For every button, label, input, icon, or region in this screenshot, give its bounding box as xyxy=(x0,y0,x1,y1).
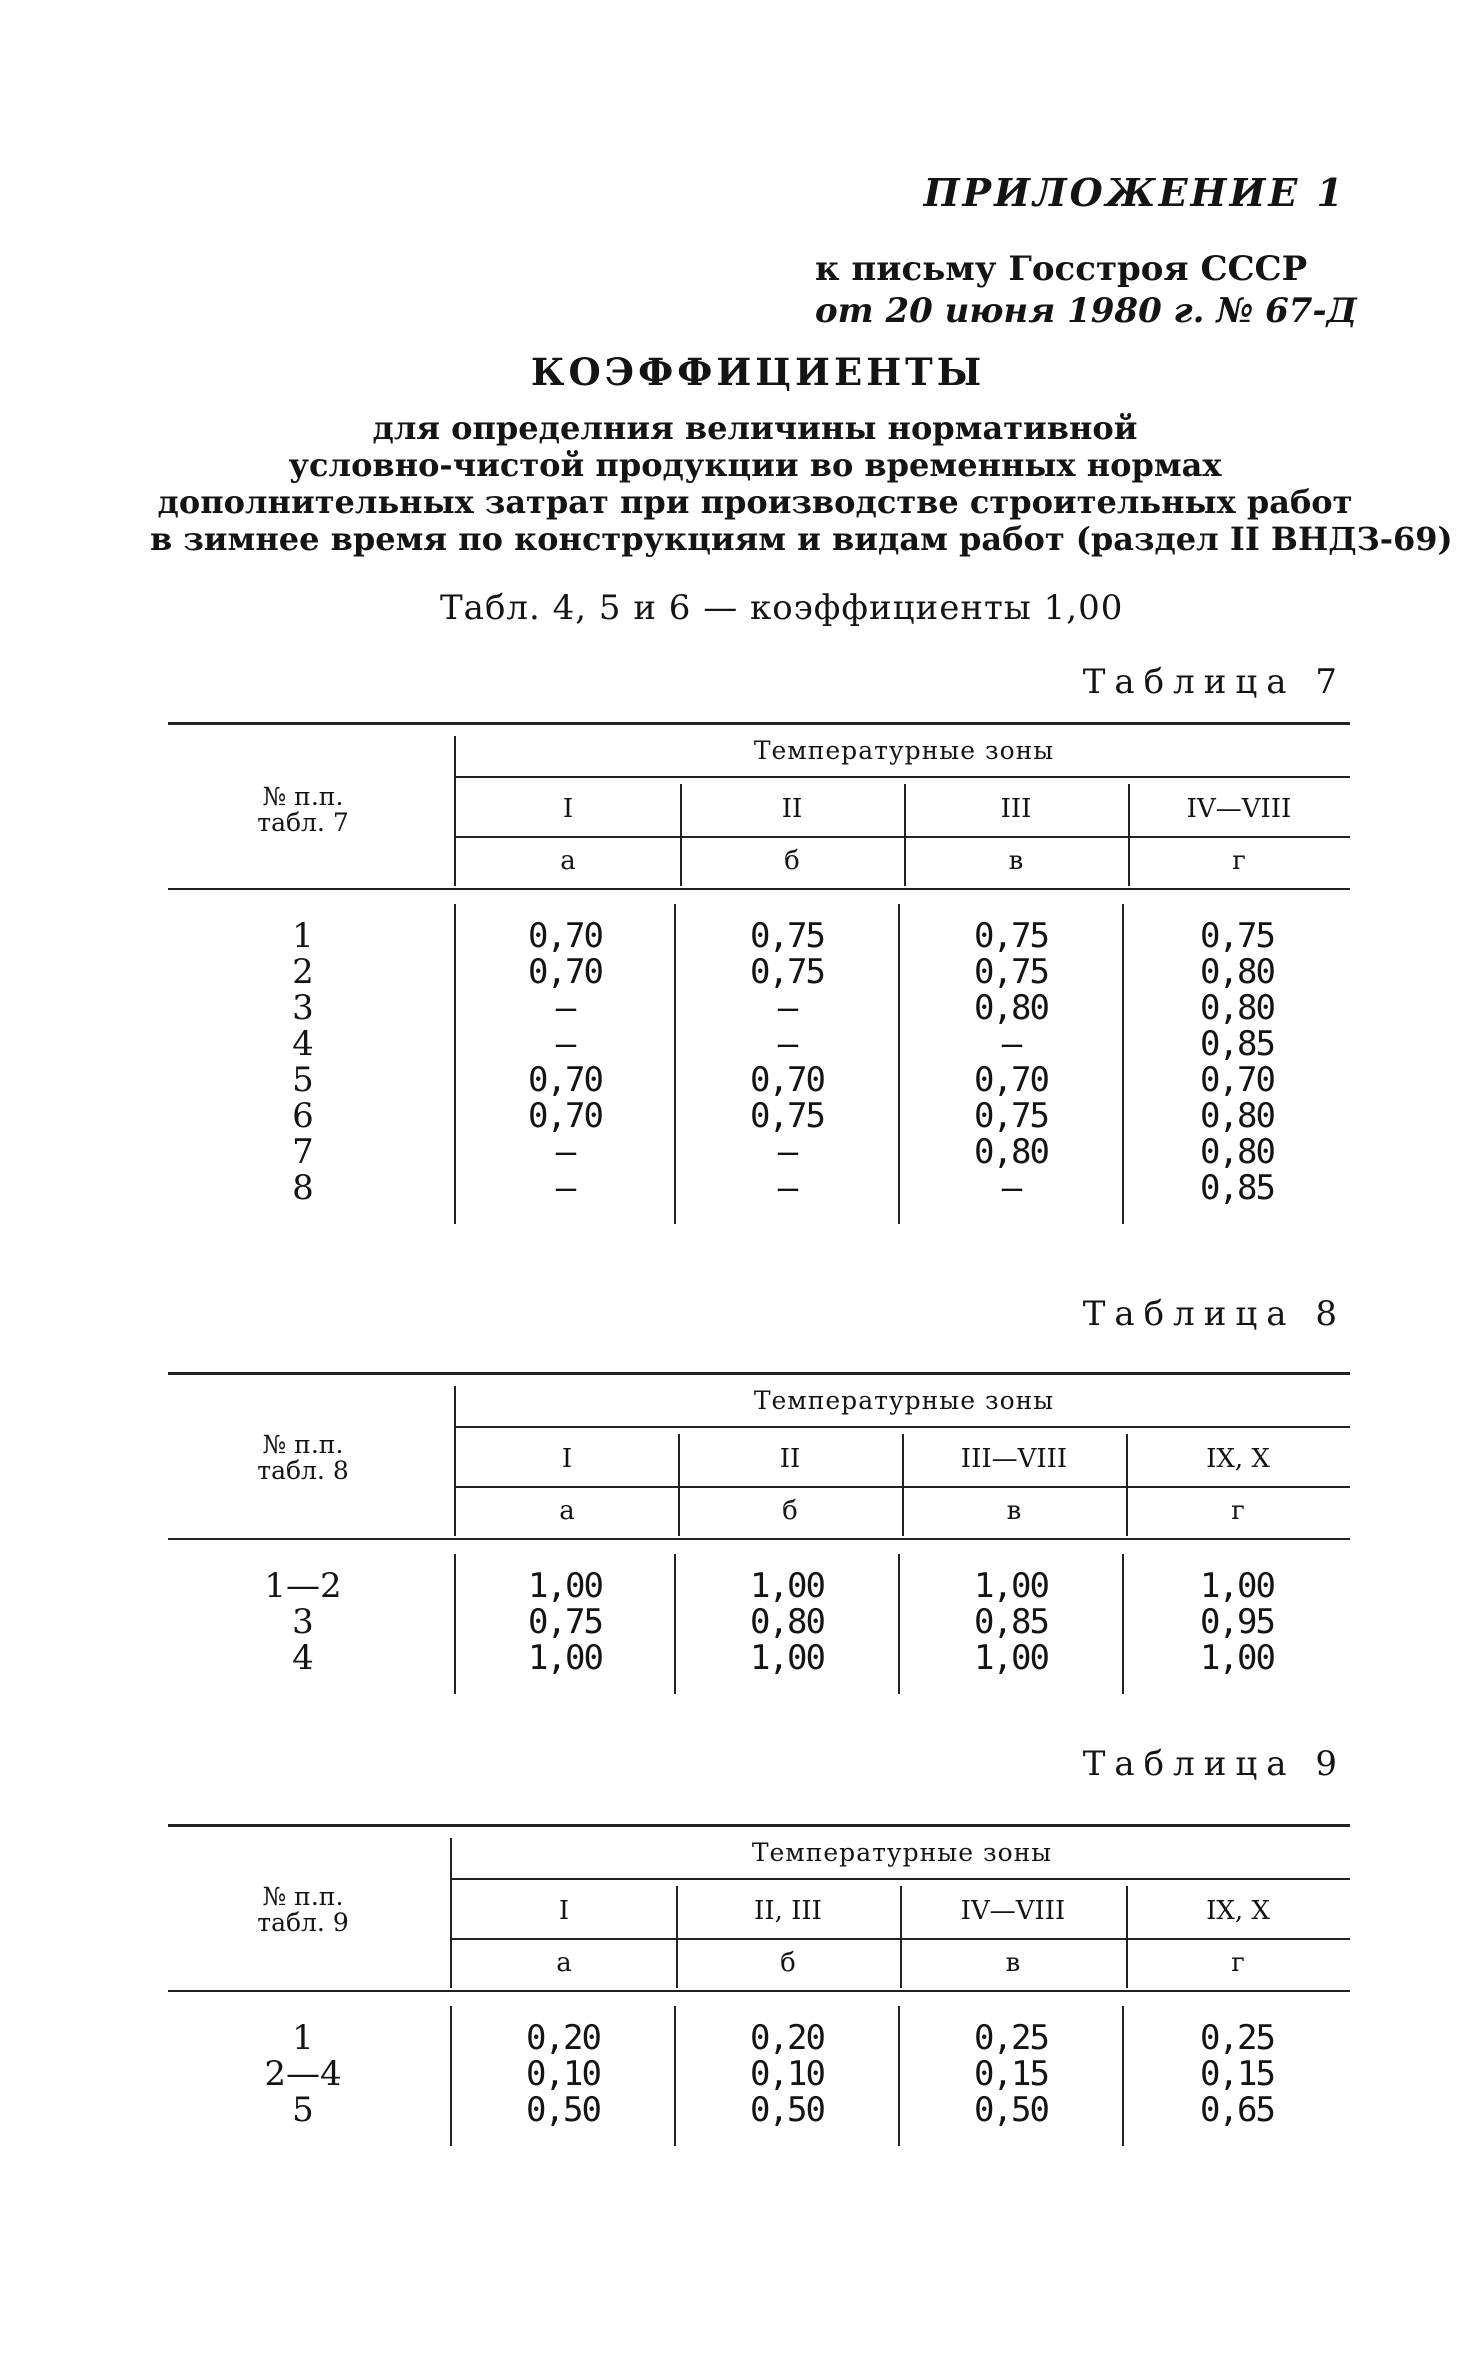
value-cell: — xyxy=(1001,1024,1021,1064)
value-cell: — xyxy=(555,1024,575,1064)
row-number-cell: 1 xyxy=(292,2018,314,2058)
value-cell: 1,00 xyxy=(974,1566,1048,1606)
value-cell: 0,70 xyxy=(974,1060,1048,1100)
row-number-cell: 3 xyxy=(292,988,314,1028)
value-cell: 0,10 xyxy=(750,2054,824,2094)
values-column-v xyxy=(900,1568,1122,1676)
table-8 xyxy=(168,1372,1350,1722)
value-cell: 1,00 xyxy=(528,1566,602,1606)
zone-label: I xyxy=(562,794,574,824)
value-cell: — xyxy=(777,1024,797,1064)
value-cell: 0,85 xyxy=(1200,1168,1274,1208)
zones-header: Температурные зоны xyxy=(753,1386,1055,1415)
column-letter: г xyxy=(1232,846,1246,876)
zone-label: II, III xyxy=(754,1896,822,1926)
value-cell: 1,00 xyxy=(750,1638,824,1678)
row-number-cell: 2—4 xyxy=(264,2054,342,2094)
zone-label: IV—VIII xyxy=(960,1896,1066,1926)
letter-reference xyxy=(815,248,1357,332)
value-cell: 0,25 xyxy=(1200,2018,1274,2058)
appendix-title: ПРИЛОЖЕНИЕ 1 xyxy=(923,170,1346,215)
values-column-a xyxy=(452,2020,674,2128)
column-letter: б xyxy=(784,846,800,876)
row-number-column xyxy=(188,1568,418,1676)
document-subtitle xyxy=(150,409,1453,558)
value-cell: — xyxy=(555,1168,575,1208)
row-number-cell: 8 xyxy=(292,1168,314,1208)
values-column-g xyxy=(1124,918,1350,1206)
header-text: табл. 8 xyxy=(257,1456,349,1485)
zone-label: II xyxy=(781,794,803,824)
value-cell: 0,75 xyxy=(750,952,824,992)
table-9 xyxy=(168,1824,1350,2174)
value-cell: — xyxy=(777,1132,797,1172)
zone-label: IX, X xyxy=(1206,1896,1270,1926)
value-cell: 0,75 xyxy=(974,952,1048,992)
row-number-cell: 1 xyxy=(292,916,314,956)
row-number-cell: 2 xyxy=(292,952,314,992)
value-cell: — xyxy=(555,988,575,1028)
zone-label: IV—VIII xyxy=(1186,794,1292,824)
value-cell: 0,75 xyxy=(750,1096,824,1136)
row-number-cell: 4 xyxy=(292,1024,314,1064)
row-number-cell: 7 xyxy=(292,1132,314,1172)
table-caption: Таблица 8 xyxy=(1082,1294,1346,1334)
column-letter: а xyxy=(556,1948,572,1978)
subtitle-line: для определния величины нормативной xyxy=(372,409,1138,447)
header-text: табл. 7 xyxy=(257,808,349,837)
column-letter: в xyxy=(1006,1496,1022,1526)
values-column-b xyxy=(676,2020,898,2128)
value-cell: 0,20 xyxy=(526,2018,600,2058)
value-cell: 0,75 xyxy=(528,1602,602,1642)
column-letter: в xyxy=(1005,1948,1021,1978)
value-cell: 0,75 xyxy=(974,916,1048,956)
values-column-v xyxy=(900,918,1122,1206)
subtitle-line: условно-чистой продукции во временных нормах xyxy=(288,446,1222,484)
value-cell: 0,50 xyxy=(750,2090,824,2130)
value-cell: 0,80 xyxy=(974,1132,1048,1172)
value-cell: 1,00 xyxy=(1200,1566,1274,1606)
values-column-a xyxy=(456,918,674,1206)
letter-line: к письму Госстроя СССР xyxy=(815,249,1308,289)
value-cell: 0,15 xyxy=(974,2054,1048,2094)
value-cell: 0,80 xyxy=(1200,952,1274,992)
row-number-cell: 1—2 xyxy=(264,1566,342,1606)
value-cell: 0,75 xyxy=(1200,916,1274,956)
header-text: № п.п. xyxy=(262,1882,344,1911)
zone-label: I xyxy=(558,1896,570,1926)
value-cell: 0,85 xyxy=(974,1602,1048,1642)
row-number-column xyxy=(188,918,418,1206)
value-cell: 0,65 xyxy=(1200,2090,1274,2130)
zone-label: I xyxy=(561,1444,573,1474)
subtitle-line: в зимнее время по конструкциям и видам работ (раздел II ВНДЗ-69) xyxy=(150,520,1453,558)
value-cell: 0,15 xyxy=(1200,2054,1274,2094)
row-number-header xyxy=(188,1432,418,1484)
coefficients-note: Табл. 4, 5 и 6 — коэффициенты 1,00 xyxy=(440,588,1124,628)
header-text: № п.п. xyxy=(262,782,344,811)
value-cell: 0,80 xyxy=(750,1602,824,1642)
row-number-cell: 3 xyxy=(292,1602,314,1642)
column-letter: а xyxy=(560,846,576,876)
row-number-cell: 6 xyxy=(292,1096,314,1136)
values-column-a xyxy=(456,1568,674,1676)
value-cell: — xyxy=(1001,1168,1021,1208)
document-title: КОЭФФИЦИЕНТЫ xyxy=(530,350,986,394)
values-column-b xyxy=(676,918,898,1206)
value-cell: 1,00 xyxy=(528,1638,602,1678)
value-cell: 0,80 xyxy=(1200,1132,1274,1172)
value-cell: 0,95 xyxy=(1200,1602,1274,1642)
zone-label: IX, X xyxy=(1206,1444,1270,1474)
value-cell: — xyxy=(777,988,797,1028)
value-cell: 1,00 xyxy=(974,1638,1048,1678)
value-cell: 0,70 xyxy=(528,952,602,992)
zone-label: II xyxy=(779,1444,801,1474)
values-column-g xyxy=(1124,2020,1350,2128)
table-caption: Таблица 9 xyxy=(1082,1744,1346,1784)
zone-label: III xyxy=(1000,794,1032,824)
value-cell: 0,10 xyxy=(526,2054,600,2094)
value-cell: 0,85 xyxy=(1200,1024,1274,1064)
value-cell: 0,70 xyxy=(1200,1060,1274,1100)
value-cell: 0,80 xyxy=(1200,988,1274,1028)
value-cell: 0,50 xyxy=(974,2090,1048,2130)
table-caption: Таблица 7 xyxy=(1082,662,1346,702)
values-column-g xyxy=(1124,1568,1350,1676)
value-cell: 1,00 xyxy=(1200,1638,1274,1678)
value-cell: 0,70 xyxy=(528,1060,602,1100)
value-cell: 0,80 xyxy=(974,988,1048,1028)
header-text: табл. 9 xyxy=(257,1908,349,1937)
values-column-v xyxy=(900,2020,1122,2128)
value-cell: 0,75 xyxy=(974,1096,1048,1136)
values-column-b xyxy=(676,1568,898,1676)
header-text: № п.п. xyxy=(262,1430,344,1459)
column-letter: г xyxy=(1231,1948,1245,1978)
subtitle-line: дополнительных затрат при производстве строительных работ xyxy=(157,483,1353,521)
column-letter: г xyxy=(1231,1496,1245,1526)
column-letter: в xyxy=(1008,846,1024,876)
value-cell: 1,00 xyxy=(750,1566,824,1606)
zones-header: Температурные зоны xyxy=(753,736,1055,765)
value-cell: 0,70 xyxy=(750,1060,824,1100)
value-cell: 0,25 xyxy=(974,2018,1048,2058)
letter-date-line: от 20 июня 1980 г. № 67-Д xyxy=(815,291,1357,331)
value-cell: — xyxy=(555,1132,575,1172)
row-number-column xyxy=(188,2020,418,2128)
value-cell: — xyxy=(777,1168,797,1208)
zones-header: Температурные зоны xyxy=(751,1838,1053,1867)
value-cell: 0,70 xyxy=(528,916,602,956)
row-number-header xyxy=(188,1884,418,1936)
value-cell: 0,80 xyxy=(1200,1096,1274,1136)
value-cell: 0,20 xyxy=(750,2018,824,2058)
column-letter: а xyxy=(559,1496,575,1526)
table-7 xyxy=(168,722,1350,1242)
row-number-cell: 5 xyxy=(292,1060,314,1100)
row-number-header xyxy=(188,784,418,836)
value-cell: 0,75 xyxy=(750,916,824,956)
zone-label: III—VIII xyxy=(960,1444,1068,1474)
row-number-cell: 5 xyxy=(292,2090,314,2130)
value-cell: 0,50 xyxy=(526,2090,600,2130)
column-letter: б xyxy=(780,1948,796,1978)
value-cell: 0,70 xyxy=(528,1096,602,1136)
column-letter: б xyxy=(782,1496,798,1526)
row-number-cell: 4 xyxy=(292,1638,314,1678)
